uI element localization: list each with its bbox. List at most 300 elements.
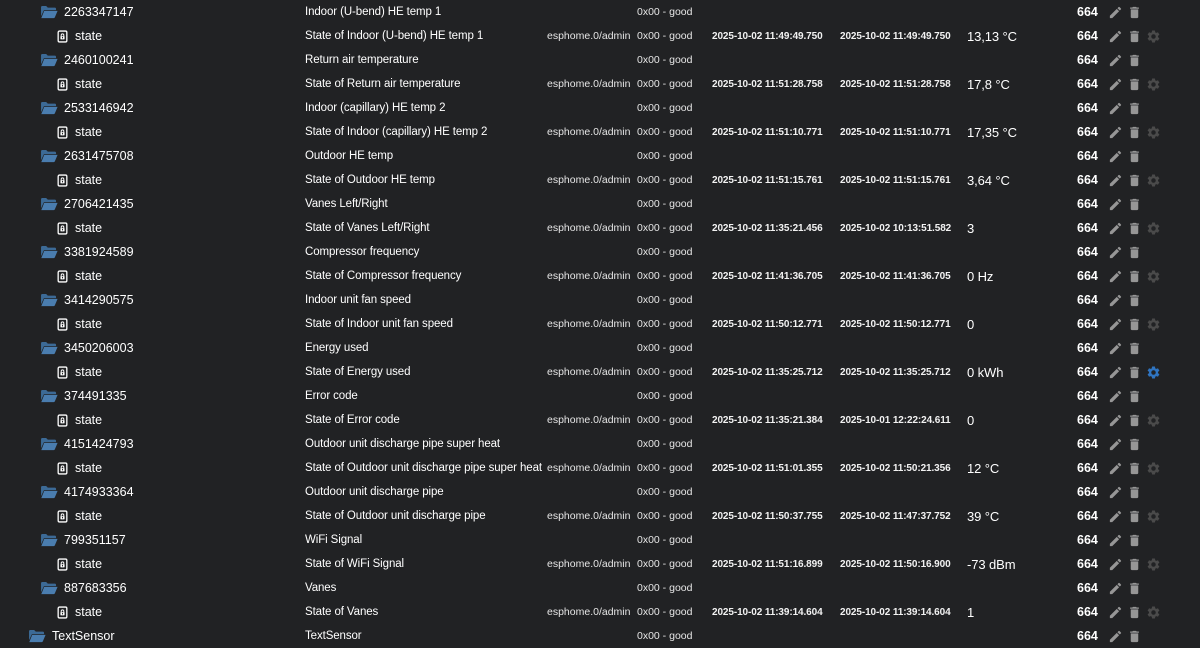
delete-icon[interactable] <box>1125 387 1144 405</box>
object-quality: 0x00 - good <box>637 102 693 114</box>
row-actions <box>1106 339 1144 357</box>
object-from: esphome.0/admin <box>547 558 631 570</box>
object-value: 0 <box>967 316 975 332</box>
object-timestamp: 2025-10-02 11:49:49.750 <box>712 30 823 42</box>
table-row-state[interactable] <box>0 456 1200 480</box>
object-quality: 0x00 - good <box>637 510 693 522</box>
settings-icon[interactable] <box>1144 27 1163 45</box>
folder-open-icon <box>40 53 64 67</box>
object-quality: 0x00 - good <box>637 174 693 186</box>
edit-icon[interactable] <box>1106 3 1125 21</box>
object-quality: 0x00 - good <box>637 294 693 306</box>
edit-icon[interactable] <box>1106 219 1125 237</box>
edit-icon[interactable] <box>1106 531 1125 549</box>
object-quality: 0x00 - good <box>637 462 693 474</box>
tree-item[interactable] <box>0 317 305 332</box>
object-count: 664 <box>1077 125 1098 139</box>
object-quality: 0x00 - good <box>637 126 693 138</box>
state-document-lock-icon <box>56 77 75 92</box>
tree-item[interactable] <box>0 101 305 115</box>
table-row-folder[interactable] <box>0 576 1200 600</box>
table-row-state[interactable] <box>0 504 1200 528</box>
object-name: State of Indoor (capillary) HE temp 2 <box>305 126 488 138</box>
object-value: 3 <box>967 220 975 236</box>
object-quality: 0x00 - good <box>637 6 693 18</box>
tree-item-label: state <box>75 461 103 475</box>
state-document-lock-icon <box>56 221 75 236</box>
table-row-folder[interactable] <box>0 528 1200 552</box>
object-timestamp: 2025-10-02 11:51:10.771 <box>712 126 823 138</box>
row-actions <box>1106 627 1144 645</box>
table-row-state[interactable] <box>0 216 1200 240</box>
tree-item-label: state <box>75 29 103 43</box>
settings-icon[interactable] <box>1144 267 1163 285</box>
object-quality: 0x00 - good <box>637 582 693 594</box>
folder-open-icon <box>40 101 64 115</box>
object-quality: 0x00 - good <box>637 606 693 618</box>
object-quality: 0x00 - good <box>637 78 693 90</box>
object-from: esphome.0/admin <box>547 462 631 474</box>
row-actions <box>1106 51 1144 69</box>
object-from: esphome.0/admin <box>547 270 631 282</box>
object-quality: 0x00 - good <box>637 198 693 210</box>
table-row-folder[interactable] <box>0 48 1200 72</box>
object-count: 664 <box>1077 245 1098 259</box>
row-actions <box>1106 411 1163 429</box>
edit-icon[interactable] <box>1106 411 1125 429</box>
edit-icon[interactable] <box>1106 435 1125 453</box>
tree-item[interactable] <box>0 365 305 380</box>
tree-item-label: state <box>75 221 103 235</box>
object-count: 664 <box>1077 389 1098 403</box>
object-quality: 0x00 - good <box>637 30 693 42</box>
settings-icon[interactable] <box>1144 411 1163 429</box>
tree-item-label: 887683356 <box>64 581 127 595</box>
delete-icon[interactable] <box>1125 123 1144 141</box>
table-row-folder[interactable] <box>0 384 1200 408</box>
edit-icon[interactable] <box>1106 339 1125 357</box>
table-row-folder[interactable] <box>0 96 1200 120</box>
row-actions <box>1106 147 1144 165</box>
edit-icon[interactable] <box>1106 603 1125 621</box>
tree-item[interactable] <box>0 269 305 284</box>
object-from: esphome.0/admin <box>547 174 631 186</box>
tree-item-label: 4151424793 <box>64 437 134 451</box>
object-quality: 0x00 - good <box>637 150 693 162</box>
tree-item[interactable] <box>0 245 305 259</box>
object-last-change: 2025-10-02 11:47:37.752 <box>840 510 951 522</box>
object-name: Outdoor unit discharge pipe super heat <box>305 438 501 450</box>
delete-icon[interactable] <box>1125 27 1144 45</box>
object-count: 664 <box>1077 293 1098 307</box>
object-count: 664 <box>1077 461 1098 475</box>
object-timestamp: 2025-10-02 11:51:15.761 <box>712 174 823 186</box>
object-quality: 0x00 - good <box>637 534 693 546</box>
tree-item-label: state <box>75 317 103 331</box>
table-row-folder[interactable] <box>0 192 1200 216</box>
table-row-state[interactable] <box>0 360 1200 384</box>
object-name: State of Indoor (U-bend) HE temp 1 <box>305 30 484 42</box>
edit-icon[interactable] <box>1106 507 1125 525</box>
object-count: 664 <box>1077 581 1098 595</box>
edit-icon[interactable] <box>1106 579 1125 597</box>
tree-item[interactable] <box>0 461 305 476</box>
settings-icon[interactable] <box>1144 603 1163 621</box>
object-count: 664 <box>1077 221 1098 235</box>
tree-item-label: 799351157 <box>64 533 126 547</box>
state-document-lock-icon <box>56 173 75 188</box>
object-name: Outdoor unit discharge pipe <box>305 486 444 498</box>
state-document-lock-icon <box>56 605 75 620</box>
object-name: Return air temperature <box>305 54 419 66</box>
tree-item[interactable] <box>0 581 305 595</box>
edit-icon[interactable] <box>1106 123 1125 141</box>
tree-item-label: state <box>75 173 103 187</box>
edit-icon[interactable] <box>1106 267 1125 285</box>
object-name: Indoor (capillary) HE temp 2 <box>305 102 446 114</box>
row-actions <box>1106 363 1163 381</box>
object-count: 664 <box>1077 533 1098 547</box>
table-row-folder[interactable] <box>0 240 1200 264</box>
folder-open-icon <box>40 389 64 403</box>
state-document-lock-icon <box>56 413 75 428</box>
object-from: esphome.0/admin <box>547 366 631 378</box>
tree-item-label: 2533146942 <box>64 101 134 115</box>
state-document-lock-icon <box>56 557 75 572</box>
object-value: 17,8 °C <box>967 76 1010 92</box>
settings-icon[interactable] <box>1144 555 1163 573</box>
settings-icon[interactable] <box>1144 219 1163 237</box>
tree-item[interactable] <box>0 53 305 67</box>
object-last-change: 2025-10-02 11:35:25.712 <box>840 366 951 378</box>
table-row-folder[interactable] <box>0 624 1200 648</box>
tree-item[interactable] <box>0 605 305 620</box>
object-count: 664 <box>1077 197 1098 211</box>
row-actions <box>1106 219 1163 237</box>
tree-item-label: 3381924589 <box>64 245 134 259</box>
table-row-state[interactable] <box>0 552 1200 576</box>
object-from: esphome.0/admin <box>547 606 631 618</box>
tree-item-label: 2263347147 <box>64 5 134 19</box>
object-from: esphome.0/admin <box>547 510 631 522</box>
tree-item[interactable] <box>0 629 305 643</box>
object-quality: 0x00 - good <box>637 414 693 426</box>
row-actions <box>1106 243 1144 261</box>
object-count: 664 <box>1077 173 1098 187</box>
object-timestamp: 2025-10-02 11:35:21.456 <box>712 222 823 234</box>
object-name: Indoor unit fan speed <box>305 294 411 306</box>
object-value: 12 °C <box>967 460 1000 476</box>
object-from: esphome.0/admin <box>547 30 631 42</box>
object-name: State of Energy used <box>305 366 411 378</box>
tree-item-label: 3414290575 <box>64 293 134 307</box>
object-name: Compressor frequency <box>305 246 420 258</box>
tree-item-label: 2631475708 <box>64 149 134 163</box>
table-row-state[interactable] <box>0 312 1200 336</box>
tree-item[interactable] <box>0 29 305 44</box>
folder-open-icon <box>40 245 64 259</box>
delete-icon[interactable] <box>1125 99 1144 117</box>
tree-item[interactable] <box>0 557 305 572</box>
delete-icon[interactable] <box>1125 291 1144 309</box>
object-quality: 0x00 - good <box>637 342 693 354</box>
table-row-folder[interactable] <box>0 288 1200 312</box>
object-name: Energy used <box>305 342 369 354</box>
tree-item[interactable] <box>0 533 305 547</box>
delete-icon[interactable] <box>1125 483 1144 501</box>
edit-icon[interactable] <box>1106 627 1125 645</box>
edit-icon[interactable] <box>1106 171 1125 189</box>
state-document-lock-icon <box>56 125 75 140</box>
object-count: 664 <box>1077 29 1098 43</box>
object-value: 1 <box>967 604 975 620</box>
object-name: State of Vanes Left/Right <box>305 222 430 234</box>
tree-item[interactable] <box>0 77 305 92</box>
delete-icon[interactable] <box>1125 171 1144 189</box>
folder-open-icon <box>40 5 64 19</box>
delete-icon[interactable] <box>1125 3 1144 21</box>
row-actions <box>1106 315 1163 333</box>
table-row-state[interactable] <box>0 408 1200 432</box>
delete-icon[interactable] <box>1125 267 1144 285</box>
delete-icon[interactable] <box>1125 627 1144 645</box>
tree-item[interactable] <box>0 149 305 163</box>
row-actions <box>1106 27 1163 45</box>
table-row-state[interactable] <box>0 600 1200 624</box>
table-row-folder[interactable] <box>0 480 1200 504</box>
object-count: 664 <box>1077 341 1098 355</box>
object-from: esphome.0/admin <box>547 222 631 234</box>
object-count: 664 <box>1077 5 1098 19</box>
tree-item-label: state <box>75 77 103 91</box>
settings-icon[interactable] <box>1144 459 1163 477</box>
delete-icon[interactable] <box>1125 555 1144 573</box>
tree-item-label: state <box>75 509 103 523</box>
state-document-lock-icon <box>56 317 75 332</box>
row-actions <box>1106 123 1163 141</box>
object-count: 664 <box>1077 149 1098 163</box>
object-from: esphome.0/admin <box>547 318 631 330</box>
tree-item[interactable] <box>0 221 305 236</box>
delete-icon[interactable] <box>1125 411 1144 429</box>
tree-item-label: 3450206003 <box>64 341 134 355</box>
tree-item[interactable] <box>0 413 305 428</box>
delete-icon[interactable] <box>1125 363 1144 381</box>
settings-icon[interactable] <box>1144 363 1163 381</box>
row-actions <box>1106 507 1163 525</box>
object-last-change: 2025-10-02 11:51:10.771 <box>840 126 951 138</box>
object-count: 664 <box>1077 629 1098 643</box>
object-count: 664 <box>1077 485 1098 499</box>
row-actions <box>1106 531 1144 549</box>
object-count: 664 <box>1077 317 1098 331</box>
table-row-folder[interactable] <box>0 432 1200 456</box>
object-quality: 0x00 - good <box>637 558 693 570</box>
object-quality: 0x00 - good <box>637 390 693 402</box>
table-row-folder[interactable] <box>0 0 1200 24</box>
object-timestamp: 2025-10-02 11:51:16.899 <box>712 558 823 570</box>
folder-open-icon <box>40 485 64 499</box>
table-row-folder[interactable] <box>0 336 1200 360</box>
table-row-folder[interactable] <box>0 144 1200 168</box>
row-actions <box>1106 267 1163 285</box>
delete-icon[interactable] <box>1125 531 1144 549</box>
edit-icon[interactable] <box>1106 75 1125 93</box>
tree-item-label: state <box>75 365 103 379</box>
delete-icon[interactable] <box>1125 579 1144 597</box>
delete-icon[interactable] <box>1125 75 1144 93</box>
object-name: State of WiFi Signal <box>305 558 404 570</box>
table-row-state[interactable] <box>0 120 1200 144</box>
row-actions <box>1106 195 1144 213</box>
row-actions <box>1106 99 1144 117</box>
table-row-state[interactable] <box>0 24 1200 48</box>
object-last-change: 2025-10-01 12:22:24.611 <box>840 414 951 426</box>
state-document-lock-icon <box>56 461 75 476</box>
folder-open-icon <box>40 581 64 595</box>
object-name: TextSensor <box>305 630 362 642</box>
row-actions <box>1106 387 1144 405</box>
tree-item[interactable] <box>0 485 305 499</box>
object-name: Vanes Left/Right <box>305 198 388 210</box>
object-count: 664 <box>1077 557 1098 571</box>
object-last-change: 2025-10-02 11:50:12.771 <box>840 318 951 330</box>
row-actions <box>1106 603 1163 621</box>
settings-icon[interactable] <box>1144 315 1163 333</box>
tree-item-label: state <box>75 605 103 619</box>
object-timestamp: 2025-10-02 11:51:01.355 <box>712 462 823 474</box>
edit-icon[interactable] <box>1106 315 1125 333</box>
object-timestamp: 2025-10-02 11:50:37.755 <box>712 510 823 522</box>
edit-icon[interactable] <box>1106 483 1125 501</box>
edit-icon[interactable] <box>1106 243 1125 261</box>
object-value: 17,35 °C <box>967 124 1017 140</box>
table-row-state[interactable] <box>0 264 1200 288</box>
row-actions <box>1106 171 1163 189</box>
object-quality: 0x00 - good <box>637 318 693 330</box>
object-count: 664 <box>1077 269 1098 283</box>
tree-item[interactable] <box>0 173 305 188</box>
object-name: Outdoor HE temp <box>305 150 393 162</box>
object-quality: 0x00 - good <box>637 486 693 498</box>
row-actions <box>1106 435 1144 453</box>
edit-icon[interactable] <box>1106 99 1125 117</box>
delete-icon[interactable] <box>1125 603 1144 621</box>
delete-icon[interactable] <box>1125 51 1144 69</box>
row-actions <box>1106 291 1144 309</box>
object-value: -73 dBm <box>967 556 1016 572</box>
settings-icon[interactable] <box>1144 123 1163 141</box>
delete-icon[interactable] <box>1125 435 1144 453</box>
object-count: 664 <box>1077 101 1098 115</box>
object-name: State of Indoor unit fan speed <box>305 318 453 330</box>
tree-item[interactable] <box>0 293 305 307</box>
row-actions <box>1106 483 1144 501</box>
folder-open-icon <box>40 437 64 451</box>
settings-icon[interactable] <box>1144 171 1163 189</box>
object-value: 0 kWh <box>967 364 1004 380</box>
row-actions <box>1106 459 1163 477</box>
object-last-change: 2025-10-02 11:49:49.750 <box>840 30 951 42</box>
object-count: 664 <box>1077 77 1098 91</box>
delete-icon[interactable] <box>1125 459 1144 477</box>
object-timestamp: 2025-10-02 11:35:21.384 <box>712 414 823 426</box>
row-actions <box>1106 75 1163 93</box>
edit-icon[interactable] <box>1106 291 1125 309</box>
object-quality: 0x00 - good <box>637 222 693 234</box>
tree-item-label: state <box>75 413 103 427</box>
state-document-lock-icon <box>56 29 75 44</box>
edit-icon[interactable] <box>1106 195 1125 213</box>
object-from: esphome.0/admin <box>547 126 631 138</box>
tree-item[interactable] <box>0 125 305 140</box>
object-name: State of Compressor frequency <box>305 270 462 282</box>
table-row-state[interactable] <box>0 72 1200 96</box>
folder-open-icon <box>40 149 64 163</box>
edit-icon[interactable] <box>1106 387 1125 405</box>
object-value: 39 °C <box>967 508 1000 524</box>
object-name: State of Vanes <box>305 606 379 618</box>
delete-icon[interactable] <box>1125 219 1144 237</box>
object-last-change: 2025-10-02 11:39:14.604 <box>840 606 951 618</box>
object-name: Indoor (U-bend) HE temp 1 <box>305 6 442 18</box>
tree-item[interactable] <box>0 197 305 211</box>
object-timestamp: 2025-10-02 11:41:36.705 <box>712 270 823 282</box>
state-document-lock-icon <box>56 365 75 380</box>
table-row-state[interactable] <box>0 168 1200 192</box>
tree-item[interactable] <box>0 389 305 403</box>
delete-icon[interactable] <box>1125 315 1144 333</box>
delete-icon[interactable] <box>1125 243 1144 261</box>
tree-item[interactable] <box>0 5 305 19</box>
settings-icon[interactable] <box>1144 75 1163 93</box>
tree-item-label: state <box>75 269 103 283</box>
object-timestamp: 2025-10-02 11:39:14.604 <box>712 606 823 618</box>
object-timestamp: 2025-10-02 11:35:25.712 <box>712 366 823 378</box>
object-quality: 0x00 - good <box>637 366 693 378</box>
object-count: 664 <box>1077 365 1098 379</box>
folder-open-icon <box>40 533 64 547</box>
edit-icon[interactable] <box>1106 51 1125 69</box>
object-quality: 0x00 - good <box>637 270 693 282</box>
object-count: 664 <box>1077 509 1098 523</box>
tree-item-label: 4174933364 <box>64 485 134 499</box>
object-name: Error code <box>305 390 358 402</box>
object-name: Vanes <box>305 582 337 594</box>
tree-item-label: state <box>75 125 103 139</box>
object-last-change: 2025-10-02 11:50:21.356 <box>840 462 951 474</box>
delete-icon[interactable] <box>1125 147 1144 165</box>
edit-icon[interactable] <box>1106 555 1125 573</box>
object-last-change: 2025-10-02 11:50:16.900 <box>840 558 951 570</box>
settings-icon[interactable] <box>1144 507 1163 525</box>
delete-icon[interactable] <box>1125 507 1144 525</box>
object-last-change: 2025-10-02 11:51:15.761 <box>840 174 951 186</box>
delete-icon[interactable] <box>1125 195 1144 213</box>
object-name: State of Outdoor HE temp <box>305 174 435 186</box>
object-last-change: 2025-10-02 11:51:28.758 <box>840 78 951 90</box>
edit-icon[interactable] <box>1106 363 1125 381</box>
edit-icon[interactable] <box>1106 459 1125 477</box>
tree-item[interactable] <box>0 341 305 355</box>
row-actions <box>1106 3 1144 21</box>
object-count: 664 <box>1077 413 1098 427</box>
delete-icon[interactable] <box>1125 339 1144 357</box>
tree-item[interactable] <box>0 509 305 524</box>
tree-item[interactable] <box>0 437 305 451</box>
edit-icon[interactable] <box>1106 27 1125 45</box>
edit-icon[interactable] <box>1106 147 1125 165</box>
